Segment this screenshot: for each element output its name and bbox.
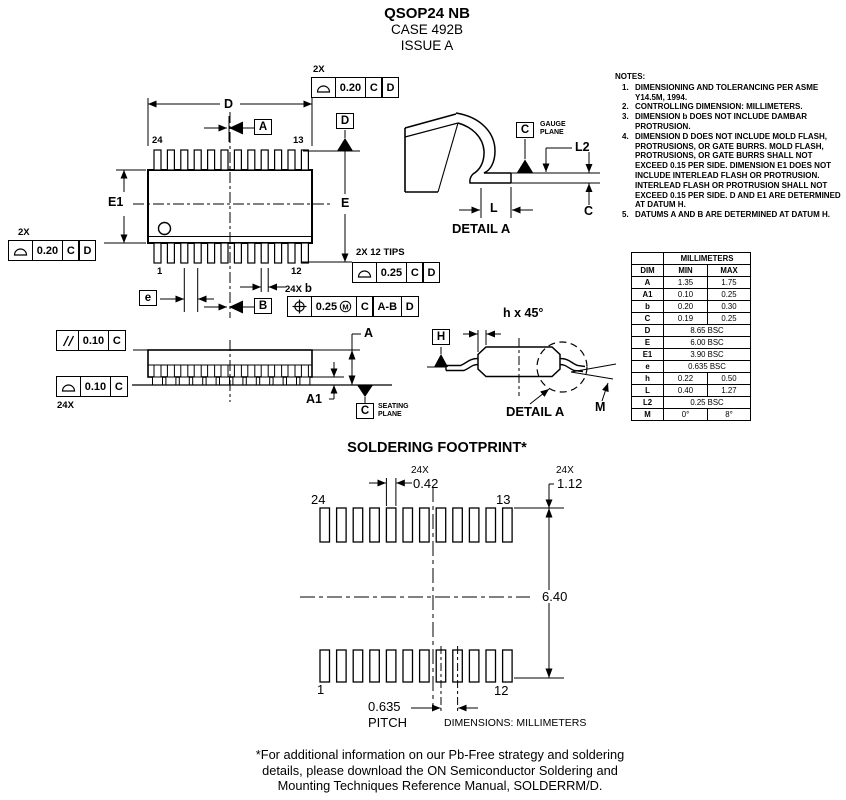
footprint-pin-12: 12 <box>494 683 509 698</box>
pin-number-1: 1 <box>157 266 163 277</box>
table-row <box>632 337 751 349</box>
min-cell: 0.40 <box>664 385 708 397</box>
min-cell: 0° <box>664 409 708 421</box>
table-row <box>632 349 751 361</box>
case-number: CASE 492B <box>390 22 464 37</box>
fcf-datum-ref: D <box>78 240 96 261</box>
pitch-word: PITCH <box>368 715 407 730</box>
footprint-pads-lower <box>320 650 512 682</box>
max-cell: 0.25 <box>708 313 751 325</box>
fcf-parallelism <box>56 330 126 351</box>
datum-c-box-seating: C <box>356 403 374 419</box>
detail-a-top-geometry <box>405 113 600 218</box>
detail-a-bottom-geometry <box>427 330 616 404</box>
min-cell: 0.20 <box>664 301 708 313</box>
page-title: QSOP24 NB <box>384 5 470 22</box>
title-block <box>4 6 846 54</box>
qty-24x-pad-width: 24X <box>411 465 429 476</box>
table-row <box>632 325 751 337</box>
gauge-plane-label: GAUGE PLANE <box>540 121 566 137</box>
fcf-tolerance-mmc <box>311 296 357 317</box>
mmc-modifier-icon <box>339 300 352 313</box>
fcf-profile-top <box>311 77 399 98</box>
datum-d-triangle <box>337 138 353 151</box>
detail-a-caption-top: DETAIL A <box>452 221 511 236</box>
dimension-table <box>631 252 751 421</box>
fcf-datum-ref: D <box>401 296 419 317</box>
dim-d-label: D <box>224 97 234 111</box>
datum-h-box: H <box>432 329 450 345</box>
detail-callout-circle <box>537 342 587 392</box>
notes-section <box>615 72 846 220</box>
dim-a-label: A <box>364 326 374 340</box>
fcf-tolerance: 0.20 <box>335 77 366 98</box>
max-cell: 1.75 <box>708 277 751 289</box>
span-value-cell: 3.90 BSC <box>664 349 751 361</box>
col-header-min: MIN <box>664 265 708 277</box>
fcf-datum-ref: C <box>108 330 126 351</box>
dim-cell: L2 <box>632 397 664 409</box>
note-text: DIMENSIONING AND TOLERANCING PER ASME Y14.5M, 1994. <box>635 82 819 102</box>
table-row <box>632 373 751 385</box>
dim-cell: M <box>632 409 664 421</box>
note-text: DIMENSION D DOES NOT INCLUDE MOLD FLASH, PROTRUSIONS, OR GATE BURRS. MOLD FLASH, PROTRUSIONS, OR GATE BURRS SHALL NOT EXCEED 0.15 PER SIDE. DIMENSION E1 DOES NOT INCLUDE INTERLEAD FLASH OR PROTRUSION. INTERLEAD FLASH OR PROTRUSION SHALL NOT EXCEED 0.15 PER SIDE. D AND E1 ARE DETERMINED AT DATUM H. <box>635 131 841 210</box>
fcf-tolerance: 0.25 <box>376 262 407 283</box>
table-row <box>632 313 751 325</box>
dim-l-label: L <box>490 201 498 215</box>
note-number: 2. <box>622 102 629 112</box>
max-cell: 1.27 <box>708 385 751 397</box>
gauge-datum-triangle <box>517 160 533 173</box>
dim-cell: A <box>632 277 664 289</box>
note-text: DIMENSION b DOES NOT INCLUDE DAMBAR PROTRUSION. <box>635 112 807 131</box>
dim-a1-label: A1 <box>306 392 322 406</box>
table-unit-header: MILLIMETERS <box>664 253 751 265</box>
fcf-profile-tips <box>352 262 440 283</box>
pin-number-12: 12 <box>291 266 302 277</box>
footprint-pin-13: 13 <box>496 492 511 507</box>
fcf-tolerance: 0.10 <box>80 376 111 397</box>
fcf-datum-ref: C <box>62 240 80 261</box>
dim-cell: A1 <box>632 289 664 301</box>
pin-number-24: 24 <box>152 135 163 146</box>
note-number: 1. <box>622 82 629 92</box>
datum-b-triangle <box>229 301 243 314</box>
footprint-pads-upper <box>320 508 512 542</box>
fcf-tolerance: 0.20 <box>32 240 63 261</box>
min-cell: 0.10 <box>664 289 708 301</box>
pitch-value: 0.635 <box>368 699 401 714</box>
qty-2x-top: 2X <box>313 64 325 75</box>
note-number: 4. <box>622 131 629 141</box>
chamfer-label: h x 45° <box>503 306 544 320</box>
min-cell: 0.19 <box>664 313 708 325</box>
note-number: 3. <box>622 112 629 122</box>
fcf-tolerance: 0.10 <box>78 330 109 351</box>
fcf-tolerance: 0.25 <box>315 300 338 313</box>
datum-c-box-gauge: C <box>516 122 534 138</box>
seating-datum-triangle <box>357 385 373 397</box>
footprint-pin-24: 24 <box>311 492 326 507</box>
pin1-indicator <box>159 223 171 235</box>
dim-e-label: E <box>341 196 350 210</box>
table-row <box>632 289 751 301</box>
note-text: DATUMS A AND B ARE DETERMINED AT DATUM H. <box>635 210 830 220</box>
table-row <box>632 361 751 373</box>
profile-of-surface-icon <box>352 262 377 283</box>
notes-heading: NOTES: <box>615 72 646 81</box>
table-row <box>632 385 751 397</box>
qty-24x-b: 24X <box>285 284 302 295</box>
note-item <box>615 210 846 220</box>
footer-line: details, please download the ON Semiconductor Soldering and <box>262 762 618 778</box>
datum-h-triangle <box>434 354 448 367</box>
dim-l2-label: L2 <box>575 140 590 154</box>
fcf-datum-ref: C <box>365 77 383 98</box>
detail-a-caption-bottom: DETAIL A <box>506 404 565 419</box>
min-cell: 1.35 <box>664 277 708 289</box>
dim-e-pitch-box: e <box>139 290 157 306</box>
table-corner-cell <box>632 253 664 265</box>
col-header-max: MAX <box>708 265 751 277</box>
dim-m-label: M <box>595 400 606 414</box>
soldering-footprint-title: SOLDERING FOOTPRINT* <box>347 440 527 456</box>
table-row <box>632 301 751 313</box>
dim-cell: e <box>632 361 664 373</box>
true-position-icon <box>287 296 312 317</box>
qty-2x-12-tips: 2X 12 TIPS <box>356 247 405 258</box>
seating-plane-label: SEATING PLANE <box>378 403 409 419</box>
profile-of-surface-icon <box>311 77 336 98</box>
units-note: DIMENSIONS: MILLIMETERS <box>444 717 587 729</box>
pin-number-13: 13 <box>293 135 304 146</box>
fcf-profile-side <box>56 376 128 397</box>
side-view-leads <box>153 365 310 385</box>
notes-list <box>615 83 846 220</box>
datum-a-triangle <box>229 122 243 135</box>
footer-note <box>17 747 846 794</box>
max-cell: 0.25 <box>708 289 751 301</box>
qty-24x-pad-height: 24X <box>556 465 574 476</box>
fcf-datum-ref: A-B <box>372 296 402 317</box>
top-view-pins-upper <box>154 150 308 170</box>
pad-height-value: 1.12 <box>557 476 583 491</box>
fcf-datum-ref: C <box>356 296 374 317</box>
dim-b-label <box>285 280 312 296</box>
table-row <box>632 397 751 409</box>
dim-cell: E <box>632 337 664 349</box>
span-value-cell: 0.635 BSC <box>664 361 751 373</box>
max-cell: 8° <box>708 409 751 421</box>
profile-of-surface-icon <box>56 376 81 397</box>
span-value-cell: 0.25 BSC <box>664 397 751 409</box>
col-header-dim: DIM <box>632 265 664 277</box>
note-number: 5. <box>622 210 629 220</box>
side-view-geometry <box>132 334 392 403</box>
top-view-pins-lower <box>154 243 308 263</box>
qty-24x-side: 24X <box>57 400 74 411</box>
note-text: CONTROLLING DIMENSION: MILLIMETERS. <box>635 102 803 112</box>
dim-cell: C <box>632 313 664 325</box>
table-row <box>632 409 751 421</box>
max-cell: 0.30 <box>708 301 751 313</box>
fcf-profile-left <box>8 240 96 261</box>
note-item <box>615 83 846 103</box>
dim-b-letter: b <box>304 283 312 295</box>
max-cell: 0.50 <box>708 373 751 385</box>
dim-e1-label: E1 <box>108 195 124 209</box>
dim-cell: b <box>632 301 664 313</box>
dim-cell: D <box>632 325 664 337</box>
row-span-value: 6.40 <box>542 589 568 604</box>
table-row <box>632 277 751 289</box>
footer-line: *For additional information on our Pb-Free strategy and soldering <box>255 747 625 762</box>
datum-b-box: B <box>254 298 272 314</box>
span-value-cell: 8.65 BSC <box>664 325 751 337</box>
profile-of-surface-icon <box>8 240 33 261</box>
dim-cell: L <box>632 385 664 397</box>
footprint-pin-1: 1 <box>317 682 325 697</box>
min-cell: 0.22 <box>664 373 708 385</box>
top-view-geometry <box>104 98 360 318</box>
dim-cell: h <box>632 373 664 385</box>
span-value-cell: 6.00 BSC <box>664 337 751 349</box>
fcf-datum-ref: C <box>110 376 128 397</box>
note-item <box>615 112 846 132</box>
datum-d-box: D <box>336 113 354 129</box>
dim-cell: E1 <box>632 349 664 361</box>
footer-line: Mounting Techniques Reference Manual, SOLDERRM/D. <box>277 778 603 793</box>
footprint-geometry <box>300 478 564 713</box>
qty-2x-left: 2X <box>18 227 30 238</box>
pad-width-value: 0.42 <box>413 476 439 491</box>
issue-revision: ISSUE A <box>400 38 454 53</box>
note-item <box>615 102 846 112</box>
fcf-datum-ref: D <box>381 77 399 98</box>
datum-a-box: A <box>254 119 272 135</box>
note-item <box>615 132 846 210</box>
parallelism-icon <box>56 330 79 351</box>
fcf-true-position <box>287 296 419 317</box>
fcf-datum-ref: D <box>422 262 440 283</box>
svg-text:M: M <box>342 302 349 312</box>
dim-c-label: C <box>584 204 594 218</box>
fcf-datum-ref: C <box>406 262 424 283</box>
